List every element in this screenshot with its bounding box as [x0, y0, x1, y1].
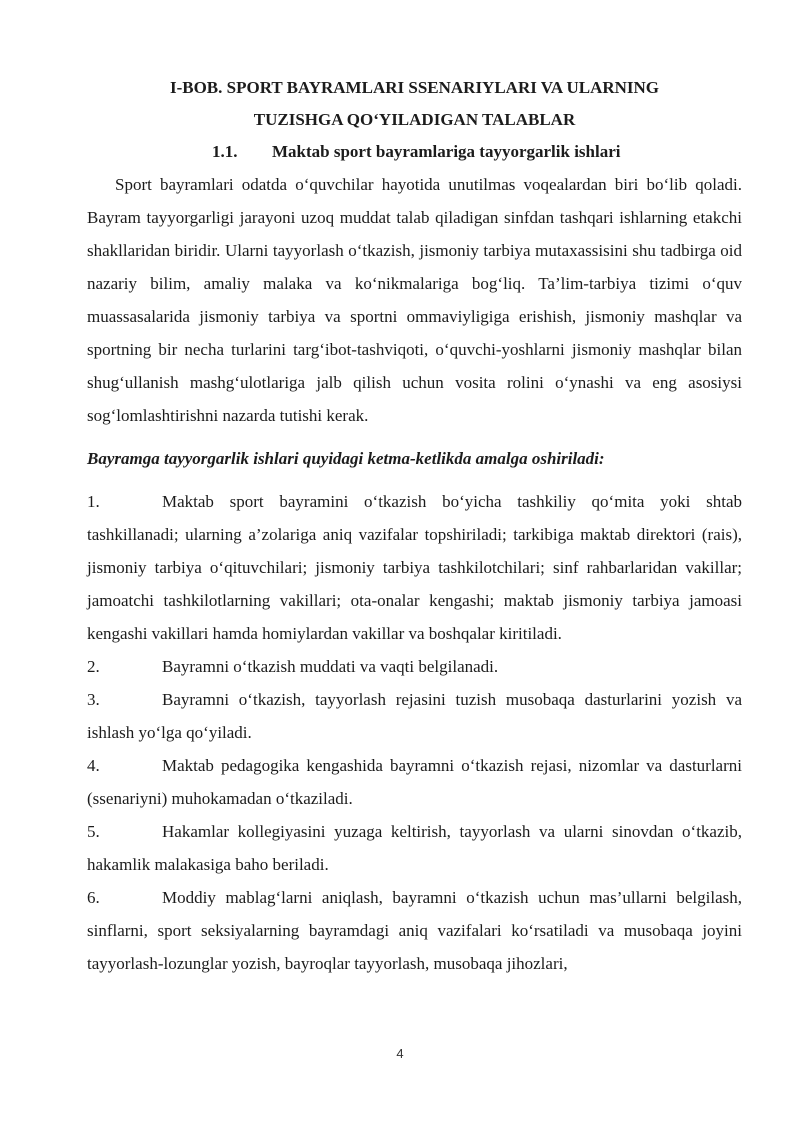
- list-item-number: 1.: [87, 492, 100, 511]
- section-title: [212, 136, 742, 168]
- list-item: [87, 815, 742, 881]
- document-page: [87, 72, 742, 980]
- list-item-number: 4.: [87, 756, 100, 775]
- lead-paragraph: Bayramga tayyorgarlik ishlari quyidagi ketma-ketlikda amalga oshiriladi:: [87, 449, 605, 468]
- chapter-title: [87, 72, 742, 136]
- section-number: 1.1.: [212, 142, 238, 161]
- list-item-number: 6.: [87, 888, 100, 907]
- list-item: [87, 749, 742, 815]
- list-item: [87, 881, 742, 980]
- chapter-title-line2: TUZISHGA QO‘YILADIGAN TALABLAR: [253, 110, 576, 129]
- list-item-number: 2.: [87, 657, 100, 676]
- list-item-text: Maktab pedagogika kengashida bayramni o‘tkazish rejasi, nizomlar va dasturlarni (ssenariyni) muhokamadan o‘tkaziladi.: [87, 756, 742, 808]
- list-item-text: Hakamlar kollegiyasini yuzaga keltirish, tayyorlash va ularni sinovdan o‘tkazib, hakamlik malakasiga baho beriladi.: [87, 822, 742, 874]
- page-number: 4: [396, 1046, 404, 1061]
- numbered-list: [87, 485, 742, 980]
- list-item-text: Moddiy mablag‘larni aniqlash, bayramni o‘tkazish uchun mas’ullarni belgilash, sinflarni, sport seksiyalarning bayramdagi aniq vazifalari ko‘rsatiladi va musobaqa joyini tayyorlash-lozunglar yozish, bayroqlar tayyorlash, musobaqa jihozlari,: [87, 888, 742, 973]
- chapter-title-line1: I-BOB. SPORT BAYRAMLARI SSENARIYLARI VA ULARNING: [169, 78, 660, 97]
- list-item-text: Bayramni o‘tkazish muddati va vaqti belgilanadi.: [162, 657, 499, 676]
- list-item: [87, 485, 742, 650]
- list-item: [87, 650, 742, 683]
- list-item-text: Maktab sport bayramini o‘tkazish bo‘yicha tashkiliy qo‘mita yoki shtab tashkillanadi; ularning a’zolariga aniq vazifalar topshiriladi; tarkibiga maktab direktori (rais), jismoniy tarbiya o‘qituvchilari; jismoniy tarbiya tashkilotchilari; sinf rahbarlaridan vakillar; jamoatchi tashkilotlarning vakillari; ota-onalar kengashi; maktab jismoniy tarbiya jamoasi kengashi vakillari hamda homiylardan vakillar va boshqalar kiritiladi.: [87, 492, 742, 643]
- intro-paragraph: Sport bayramlari odatda o‘quvchilar hayotida unutilmas voqealardan biri bo‘lib qoladi. Bayram tayyorgarligi jarayoni uzoq muddat talab qiladigan sinfdan tashqari ishlarning etakchi shakllaridan biridir. Ularni tayyorlash o‘tkazish, jismoniy tarbiya mutaxassisini shu tadbirga oid nazariy bilim, amaliy malaka va ko‘nikmalariga bog‘liq. Ta’lim-tarbiya tizimi o‘quv muassasalarida jismoniy tarbiya va sportni ommaviyligiga erishish, jismoniy mashqlar va sportning bir necha turlarini targ‘ibot-tashviqoti, o‘quvchi-yoshlarni jismoniy mashqlar bilan shug‘ullanish mashg‘ulotlariga jalb qilish uchun vosita rolini o‘ynashi va eng asosiysi sog‘lomlashtirishni nazarda tutishi kerak.: [87, 175, 742, 425]
- list-item-text: Bayramni o‘tkazish, tayyorlash rejasini tuzish musobaqa dasturlarini yozish va ishlash yo‘lga qo‘yiladi.: [87, 690, 742, 742]
- section-title-text: Maktab sport bayramlariga tayyorgarlik ishlari: [272, 142, 621, 161]
- list-item: [87, 683, 742, 749]
- list-item-number: 5.: [87, 822, 100, 841]
- list-item-number: 3.: [87, 690, 100, 709]
